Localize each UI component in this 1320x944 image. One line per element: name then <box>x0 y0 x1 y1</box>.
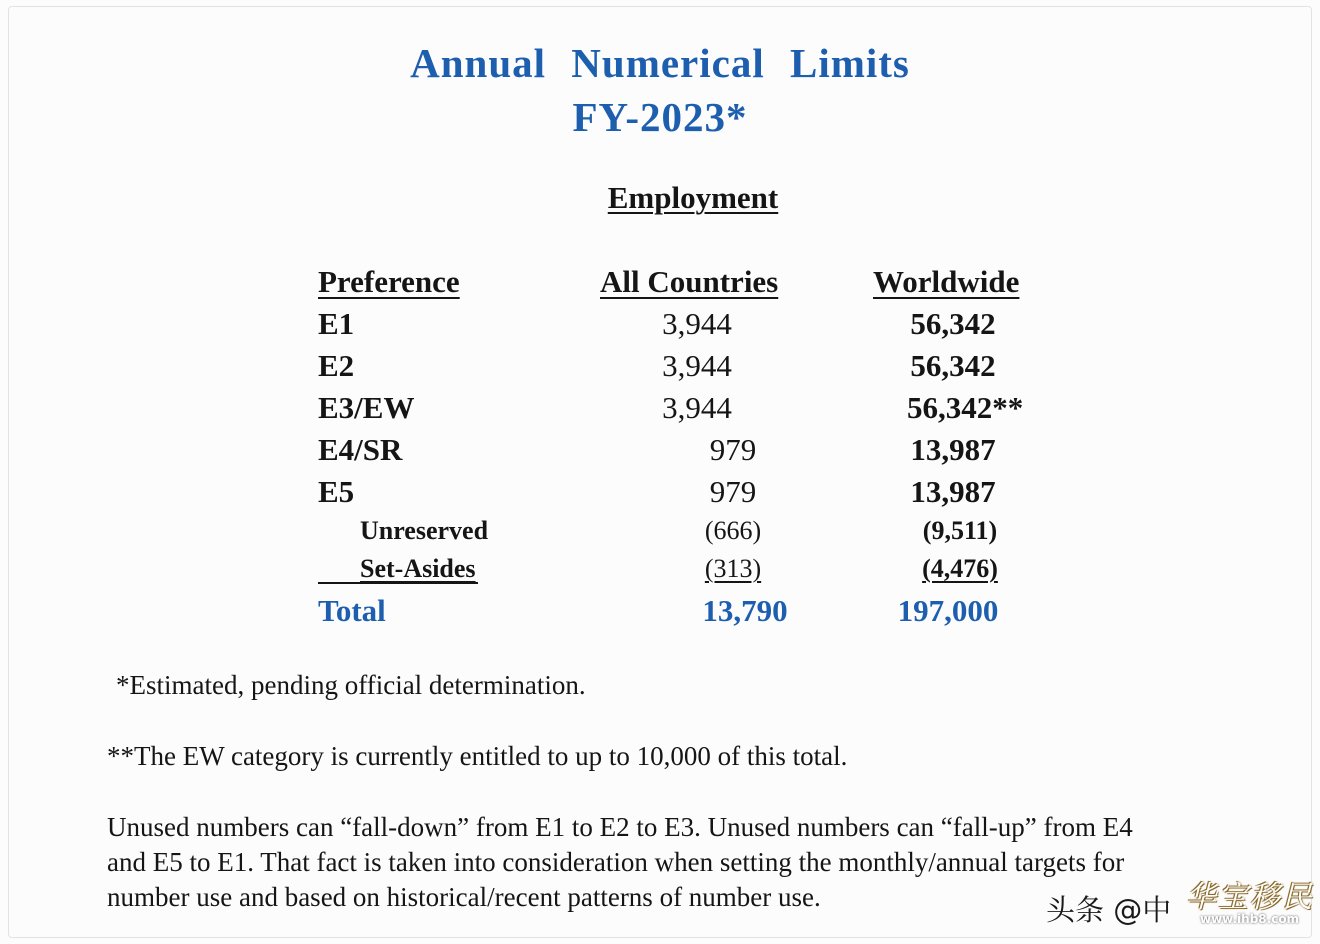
table-row <box>318 388 1058 428</box>
header-worldwide: Worldwide <box>873 264 1020 299</box>
worldwide-cell: 13,987 <box>910 474 996 509</box>
total-label: Total <box>318 593 386 628</box>
paragraph-line: Unused numbers can “fall-down” from E1 to E2 to E3. Unused numbers can “fall-up” from E4 <box>107 812 1133 842</box>
footnote-mark: ** <box>992 390 1024 425</box>
title-line-1: Annual Numerical Limits <box>410 40 910 86</box>
all-countries-cell: 979 <box>709 432 757 467</box>
worldwide-cell: (9,511) <box>922 516 998 545</box>
watermark-text: 头条 @中 <box>1046 893 1172 927</box>
all-countries-cell: 979 <box>709 474 757 509</box>
total-worldwide: 197,000 <box>897 593 999 628</box>
watermark-logo <box>1178 880 1314 932</box>
table-row <box>318 472 1058 512</box>
table-total-row <box>318 591 1058 631</box>
table-row <box>318 430 1058 470</box>
total-all-countries: 13,790 <box>702 593 788 628</box>
watermark <box>1046 880 1314 932</box>
watermark-logo-text: 华宝移民 <box>1186 880 1314 915</box>
paragraph-line: number use and based on historical/recent patterns of number use. <box>107 882 821 912</box>
section-heading <box>0 178 1320 218</box>
table-row <box>318 304 1058 344</box>
table-subrow <box>318 511 1058 551</box>
all-countries-cell: 3,944 <box>662 390 732 425</box>
footnote-ew: **The EW category is currently entitled to up to 10,000 of this total. <box>107 741 848 771</box>
all-countries-cell: (666) <box>704 516 762 545</box>
preference-cell: E5 <box>318 474 355 509</box>
preference-cell: Unreserved <box>360 516 489 545</box>
worldwide-cell: 56,342** <box>907 390 1024 425</box>
preference-cell: E3/EW <box>318 390 415 425</box>
all-countries-cell: 3,944 <box>662 306 732 341</box>
table-header-row <box>318 262 1058 302</box>
preference-cell: E4/SR <box>318 432 403 467</box>
title-line-2: FY-2023* <box>572 94 748 140</box>
worldwide-cell: 56,342 <box>910 348 996 383</box>
watermark-logo-url: www.ihb8.com <box>1200 912 1300 926</box>
all-countries-cell: 3,944 <box>662 348 732 383</box>
preference-cell: E1 <box>318 306 355 341</box>
worldwide-cell: 13,987 <box>910 432 996 467</box>
header-all-countries: All Countries <box>600 264 779 299</box>
page-title <box>0 36 1320 144</box>
table-row <box>318 346 1058 386</box>
header-preference: Preference <box>318 264 460 299</box>
preference-cell: Set-Asides <box>360 554 476 583</box>
footnote-estimated: *Estimated, pending official determination. <box>116 670 586 700</box>
worldwide-cell: 56,342 <box>910 306 996 341</box>
paragraph-line: and E5 to E1. That fact is taken into consideration when setting the monthly/annual targets for <box>107 847 1125 877</box>
preference-cell: E2 <box>318 348 355 383</box>
worldwide-cell: (4,476) <box>922 554 998 583</box>
table-subrow <box>318 549 1058 589</box>
all-countries-cell: (313) <box>704 554 762 583</box>
section-heading-text: Employment <box>607 180 779 215</box>
